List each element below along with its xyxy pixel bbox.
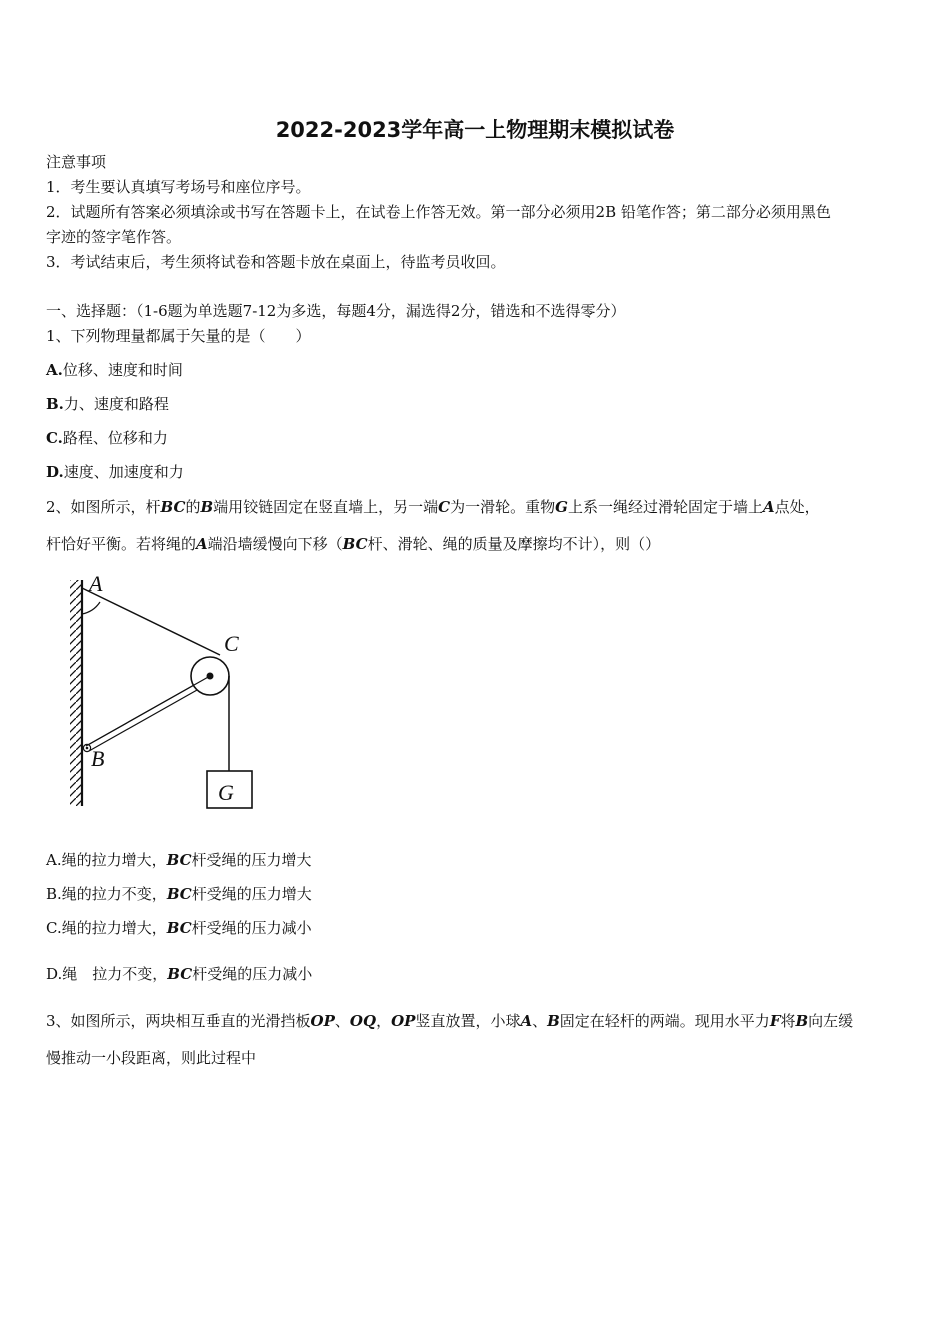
notice-item: 1．考生要认真填写考场号和座位序号。 (46, 178, 311, 196)
question-1-option-c: C.路程、位移和力 (46, 429, 168, 447)
question-2-stem-line1: 2、如图所示，杆BC的B端用铰链固定在竖直墙上，另一端C为一滑轮。重物G上系一绳经过滑轮固定于墙上A点处， (46, 498, 820, 516)
question-1-option-b: B.力、速度和路程 (46, 395, 169, 413)
label-b: B (91, 746, 105, 771)
rope-a-to-pulley (82, 588, 220, 655)
label-c: C (224, 631, 239, 656)
angle-arc (82, 602, 100, 614)
notice-heading: 注意事项 (46, 153, 107, 171)
question-2-option-d: D.绳 拉力不变，BC杆受绳的压力减小 (46, 965, 313, 983)
question-3-stem-line2: 慢推动一小段距离，则此过程中 (46, 1049, 257, 1067)
pulley-figure (60, 566, 260, 816)
notice-item: 字迹的签字笔作答。 (46, 228, 182, 246)
wall-hatching (70, 580, 82, 806)
label-g: G (218, 780, 234, 805)
question-2-option-b: B.绳的拉力不变，BC杆受绳的压力增大 (46, 885, 312, 903)
question-3-stem-line1: 3、如图所示，两块相互垂直的光滑挡板OP、OQ，OP竖直放置，小球A、B固定在轻杆的两端。现用水平力F将B向左缓 (46, 1012, 854, 1030)
question-2-option-c: C.绳的拉力增大，BC杆受绳的压力减小 (46, 919, 312, 937)
question-1-option-d: D.速度、加速度和力 (46, 463, 184, 481)
question-1-stem: 1、下列物理量都属于矢量的是（ ） (46, 327, 311, 345)
question-2-option-a: A.绳的拉力增大，BC杆受绳的压力增大 (46, 851, 312, 869)
question-1-option-a: A.位移、速度和时间 (46, 361, 183, 379)
notice-item: 3．考试结束后，考生须将试卷和答题卡放在桌面上，待监考员收回。 (46, 253, 506, 271)
notice-item: 2．试题所有答案必须填涂或书写在答题卡上，在试卷上作答无效。第一部分必须用2B 铅笔作答；第二部分必须用黑色 (46, 203, 831, 221)
page-title: 2022-2023学年高一上物理期末模拟试卷 (275, 118, 675, 142)
label-a: A (89, 571, 103, 596)
section-heading: 一、选择题：（1-6题为单选题7-12为多选，每题4分，漏选得2分，错选和不选得零分） (46, 302, 626, 320)
question-2-stem-line2: 杆恰好平衡。若将绳的A端沿墙缓慢向下移（BC杆、滑轮、绳的质量及摩擦均不计），则（） (46, 535, 661, 553)
